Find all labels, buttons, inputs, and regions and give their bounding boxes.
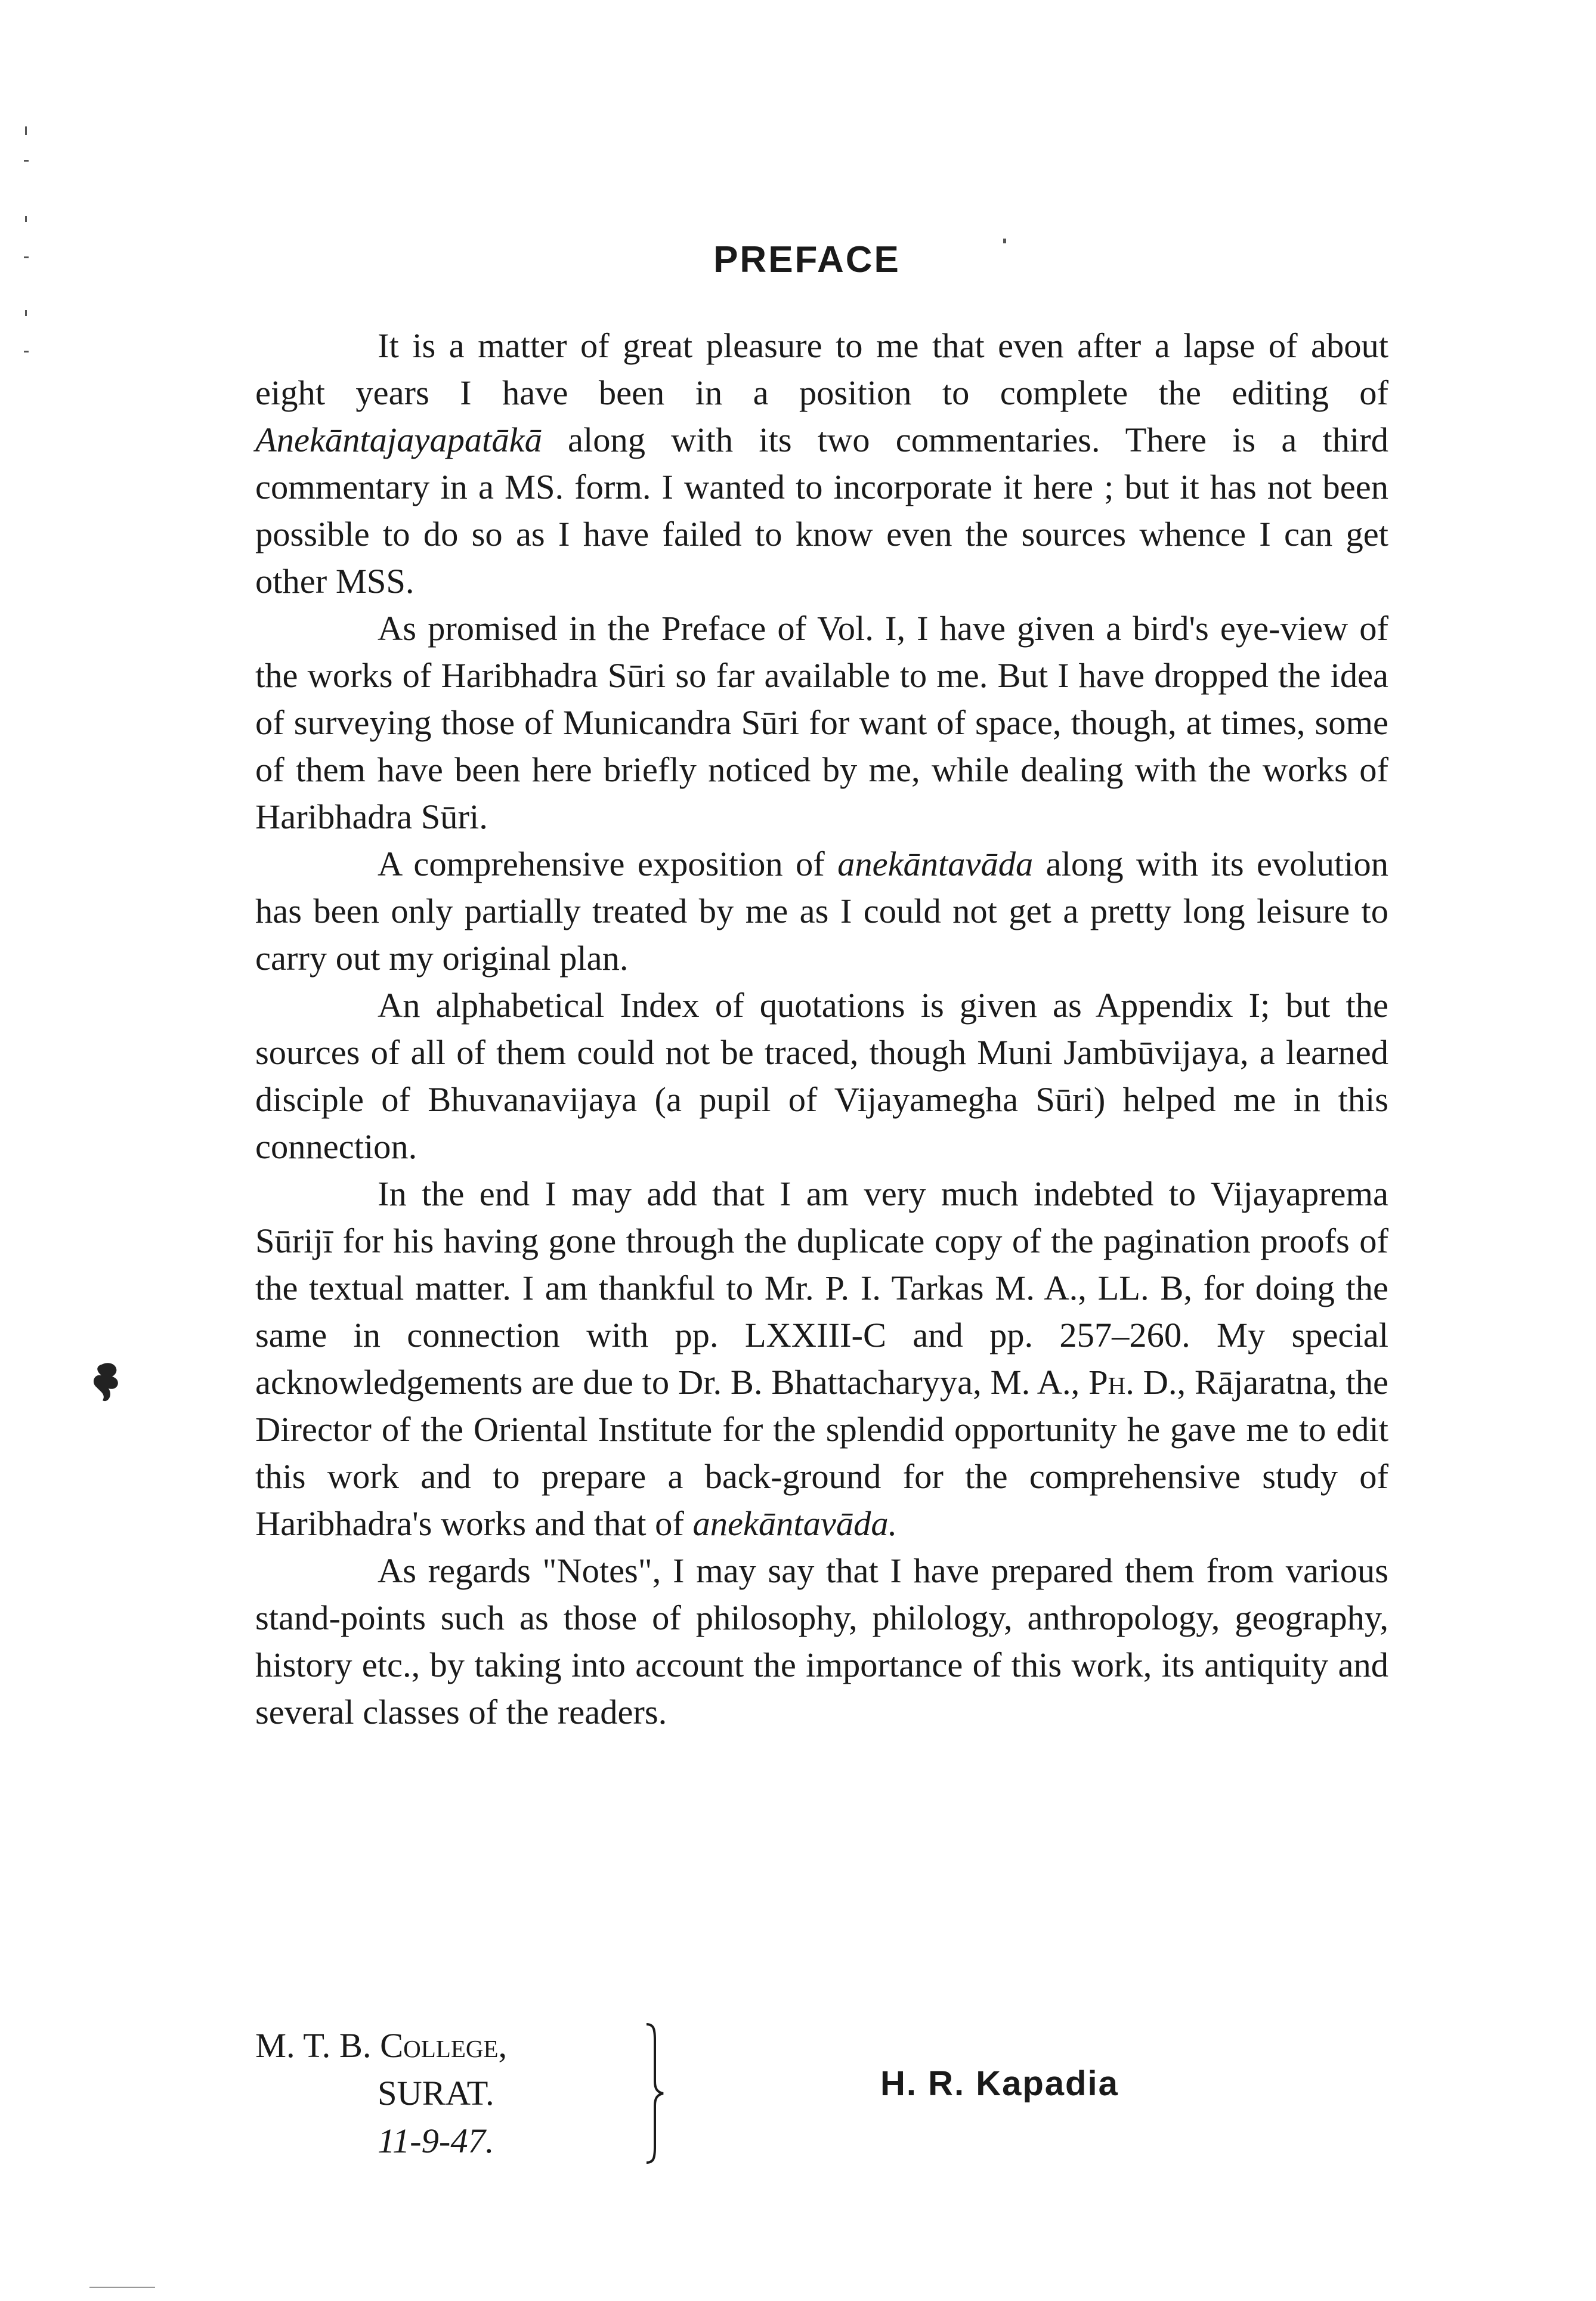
italic-term: anekāntavāda bbox=[837, 845, 1034, 883]
text-run: , for doing the same in connection with pp. bbox=[255, 1269, 1389, 1354]
text-run: and pp. 257–260. My special acknowledgements are due to Dr. B. Bhattacharyya, bbox=[255, 1316, 1388, 1402]
text-run: In the end I may add that I am very much indebted to Vijayaprema Sūrijī for his having gone through the duplicate copy of the pagination proofs of the textual matter. I am thankful to Mr. P. I. Tarkas bbox=[255, 1174, 1388, 1307]
text-run: An alphabetical Index of quotations is given as Appendix I; but the sources of all of them could not be traced, though Muni Jambūvijaya, a learned disciple of Bhuvanavijaya (a pupil of Vijayamegha Sūri) helped me in this connection. bbox=[255, 986, 1388, 1166]
margin-mark bbox=[25, 126, 27, 135]
margin-mark bbox=[89, 2287, 155, 2288]
paragraph bbox=[255, 982, 1388, 1170]
text-run: As regards "Notes", I may say that I have prepared them from various stand-points such as those of philosophy, philology, anthropology, geography, history etc., by taking into account the importance of this work, its antiquity and several classes of the readers. bbox=[255, 1551, 1388, 1731]
date: 11-9-47. bbox=[378, 2121, 494, 2160]
right-brace-icon bbox=[643, 2022, 667, 2165]
paragraph bbox=[255, 605, 1388, 840]
text-run: along with its evolution has been only partially treated by me as I could not get a pretty long leisure to carry out my original plan. bbox=[255, 845, 1389, 978]
italic-term: anekāntavāda. bbox=[692, 1504, 898, 1543]
city-name: SURAT. bbox=[378, 2074, 494, 2113]
paragraph bbox=[255, 1170, 1388, 1547]
text-run: A comprehensive exposition of bbox=[378, 845, 838, 883]
margin-mark bbox=[24, 351, 29, 352]
text-run: , Rājaratna, the Director of the Oriental Institute for the splendid opportunity he gave me to edit this work and to prepare a back-ground for the comprehensive study of Haribhadra's works and that of bbox=[255, 1363, 1388, 1543]
paragraph bbox=[255, 322, 1388, 605]
page-title: PREFACE bbox=[713, 239, 901, 280]
margin-mark bbox=[24, 160, 29, 162]
fleuron-icon bbox=[89, 1359, 125, 1406]
text-run: M. A., LL. B bbox=[995, 1269, 1184, 1307]
text-run: LXXIII-C bbox=[744, 1316, 886, 1354]
preface-body bbox=[255, 322, 1388, 1736]
margin-mark bbox=[25, 216, 27, 222]
paragraph bbox=[255, 840, 1388, 982]
paragraph bbox=[255, 1547, 1388, 1736]
italic-term: Anekāntajayapatākā bbox=[255, 420, 542, 459]
margin-mark bbox=[25, 310, 27, 316]
signoff bbox=[255, 2022, 1388, 2177]
address-block bbox=[255, 2022, 507, 2165]
college-name: M. T. B. College, bbox=[255, 2026, 508, 2065]
text-run: M. A., Ph. D. bbox=[990, 1363, 1177, 1402]
text-run: As promised in the Preface of Vol. I, I have given a bird's eye-view of the works of Haribhadra Sūri so far available to me. But I have dropped the idea of surveying those of Municandra Sūri for want of space, though, at times, some of them have been here briefly noticed by me, while dealing with the works of Haribhadra Sūri. bbox=[255, 609, 1388, 836]
text-run: It is a matter of great pleasure to me that even after a lapse of about eight years I have been in a position to complete the editing of bbox=[255, 326, 1388, 412]
text-run: along with its two commentaries. There is a third commentary in a MS. form. I wanted to incorporate it here ; but it has not been possible to do so as I have failed to know even the sources whence I can get other MSS. bbox=[255, 420, 1388, 601]
author-name: H. R. Kapadia bbox=[880, 2064, 1119, 2103]
